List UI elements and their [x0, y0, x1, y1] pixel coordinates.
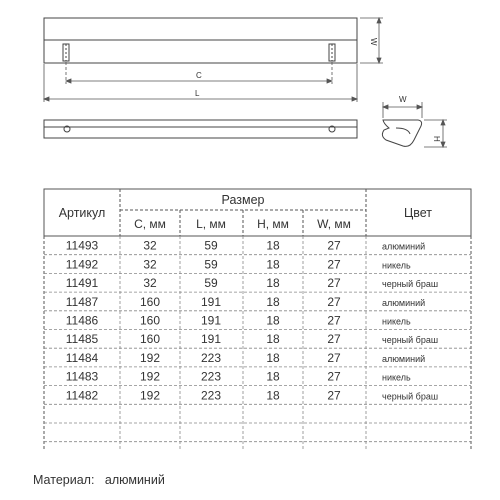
cell-h: 18 — [266, 313, 280, 328]
table-row — [66, 332, 438, 346]
cell-c: 32 — [143, 276, 157, 291]
cell-w: 27 — [327, 294, 341, 309]
table-row — [66, 276, 438, 290]
cell-l: 59 — [204, 238, 218, 253]
cell-w: 27 — [327, 332, 341, 347]
cell-article: 11493 — [65, 238, 99, 253]
handle-top-view — [44, 18, 357, 63]
material-note — [33, 473, 165, 487]
technical-drawing — [0, 0, 500, 180]
cell-l: 223 — [200, 369, 222, 384]
header-size-group: Размер — [221, 193, 265, 207]
cell-l: 59 — [204, 257, 218, 272]
cell-h: 18 — [266, 369, 280, 384]
table-row — [66, 370, 411, 384]
cell-h: 18 — [266, 332, 280, 347]
header-color: Цвет — [403, 206, 433, 220]
cell-article: 11484 — [65, 350, 99, 365]
table-row — [66, 314, 411, 328]
header-article: Артикул — [58, 206, 106, 220]
cell-h: 18 — [266, 388, 280, 403]
table-rows — [66, 239, 438, 403]
material-label: Материал: — [33, 473, 95, 487]
cell-article: 11486 — [65, 313, 99, 328]
cell-c: 192 — [139, 369, 161, 384]
cell-c: 160 — [139, 332, 161, 347]
header-w: W, мм — [317, 217, 351, 231]
dimension-l — [44, 64, 357, 102]
cell-color: алюминий — [382, 297, 426, 308]
cell-w: 27 — [327, 276, 341, 291]
header-h: H, мм — [257, 217, 289, 231]
cell-article: 11492 — [65, 257, 99, 272]
cell-l: 191 — [200, 332, 222, 347]
cell-w: 27 — [327, 238, 341, 253]
cell-color: черный браш — [382, 335, 439, 346]
header-c: C, мм — [134, 217, 166, 231]
cell-color: алюминий — [382, 353, 426, 364]
cell-c: 192 — [139, 350, 161, 365]
label-w-top: W — [369, 38, 378, 46]
cell-l: 223 — [200, 350, 222, 365]
cell-w: 27 — [327, 257, 341, 272]
cell-c: 160 — [139, 313, 161, 328]
cell-color: никель — [382, 260, 411, 271]
cell-c: 160 — [139, 294, 161, 309]
cell-color: никель — [382, 372, 411, 383]
cell-color: черный браш — [382, 279, 439, 290]
cell-article: 11482 — [65, 388, 99, 403]
cell-h: 18 — [266, 294, 280, 309]
cell-w: 27 — [327, 313, 341, 328]
cell-article: 11485 — [65, 332, 99, 347]
cell-l: 191 — [200, 313, 222, 328]
cell-h: 18 — [266, 276, 280, 291]
cell-article: 11491 — [65, 276, 99, 291]
cell-h: 18 — [266, 350, 280, 365]
table-row — [66, 239, 425, 253]
product-table — [0, 185, 500, 450]
dimension-w-profile — [383, 102, 422, 118]
cell-c: 32 — [143, 238, 157, 253]
table-row — [66, 388, 438, 402]
cell-w: 27 — [327, 369, 341, 384]
cell-h: 18 — [266, 238, 280, 253]
material-value: алюминий — [104, 473, 165, 487]
label-l: L — [195, 89, 200, 98]
cell-color: черный браш — [382, 391, 439, 402]
cell-c: 32 — [143, 257, 157, 272]
cell-l: 59 — [204, 276, 218, 291]
cell-w: 27 — [327, 388, 341, 403]
cell-l: 223 — [200, 388, 222, 403]
cell-color: алюминий — [382, 241, 426, 252]
header-l: L, мм — [196, 217, 226, 231]
table-row — [66, 257, 411, 271]
cell-color: никель — [382, 316, 411, 327]
handle-side-view — [44, 120, 357, 138]
cell-h: 18 — [266, 257, 280, 272]
cell-l: 191 — [200, 294, 222, 309]
cell-w: 27 — [327, 350, 341, 365]
label-h-profile: H — [432, 136, 441, 142]
label-c: C — [196, 71, 202, 80]
dimension-h-profile — [424, 120, 447, 147]
cell-article: 11487 — [65, 294, 99, 309]
cell-c: 192 — [139, 388, 161, 403]
handle-profile-view — [382, 120, 421, 146]
label-w-profile: W — [399, 95, 407, 104]
cell-article: 11483 — [65, 369, 99, 384]
